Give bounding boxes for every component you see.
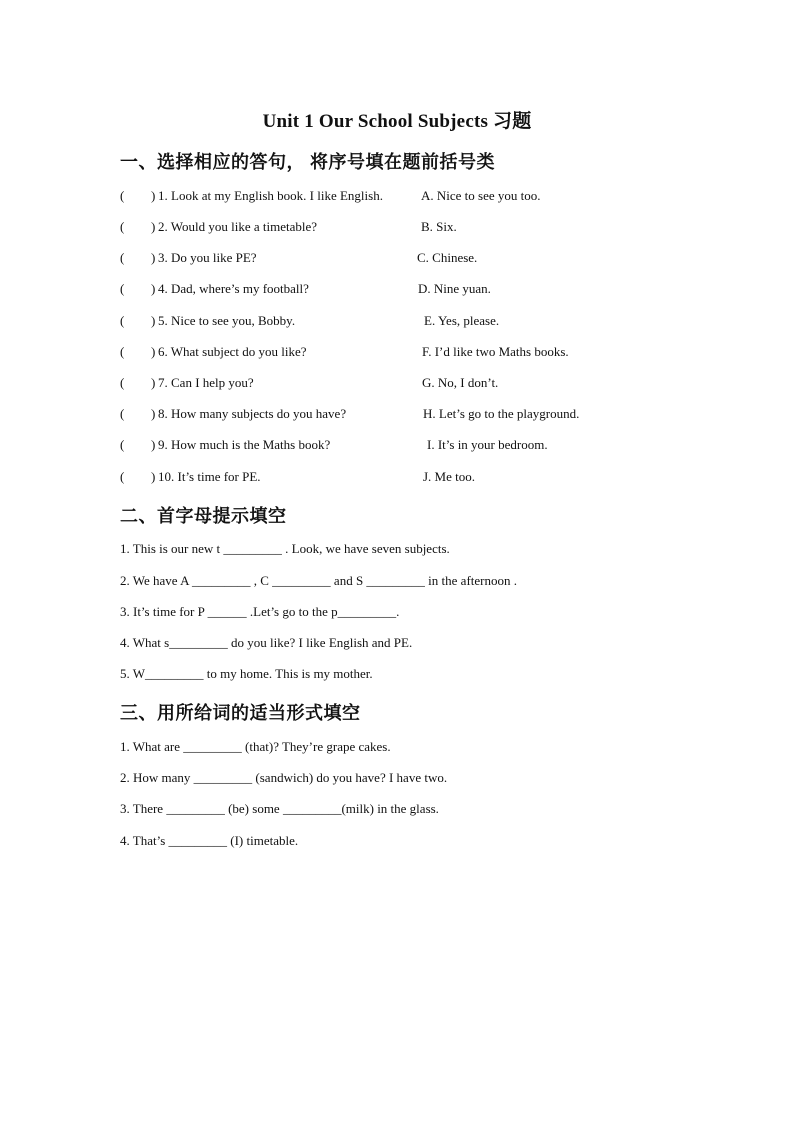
- answer-paren-close: ): [151, 219, 156, 234]
- answer-paren-open: (: [120, 281, 125, 296]
- answer-paren-open: (: [120, 344, 125, 359]
- answer-option: H. Let’s go to the playground.: [423, 406, 580, 421]
- answer-paren-open: (: [120, 375, 125, 390]
- answer-paren-close: ): [151, 250, 156, 265]
- section-1-heading: 一、选择相应的答句， 将序号填在题前括号类: [120, 152, 495, 172]
- answer-paren-open: (: [120, 219, 125, 234]
- fill-blank-item: 5. W_________ to my home. This is my mother.: [120, 666, 373, 681]
- question-text: 4. Dad, where’s my football?: [158, 281, 309, 296]
- fill-blank-item: 3. It’s time for P ______ .Let’s go to the p_________.: [120, 604, 400, 619]
- answer-option: I. It’s in your bedroom.: [427, 437, 548, 452]
- answer-paren-close: ): [151, 406, 156, 421]
- answer-paren-open: (: [120, 250, 125, 265]
- answer-paren-open: (: [120, 406, 125, 421]
- answer-paren-open: (: [120, 188, 125, 203]
- answer-option: A. Nice to see you too.: [421, 188, 541, 203]
- question-text: 6. What subject do you like?: [158, 344, 307, 359]
- fill-blank-item: 1. This is our new t _________ . Look, we have seven subjects.: [120, 541, 450, 556]
- answer-paren-close: ): [151, 281, 156, 296]
- answer-paren-close: ): [151, 344, 156, 359]
- word-form-item: 3. There _________ (be) some _________(milk) in the glass.: [120, 801, 439, 816]
- answer-paren-close: ): [151, 437, 156, 452]
- answer-option: C. Chinese.: [417, 250, 478, 265]
- answer-option: J. Me too.: [423, 469, 475, 484]
- section-3-heading: 三、用所给词的适当形式填空: [120, 703, 361, 723]
- fill-blank-item: 2. We have A _________ , C _________ and S _________ in the afternoon .: [120, 573, 517, 588]
- word-form-item: 4. That’s _________ (I) timetable.: [120, 833, 299, 848]
- section-2-heading: 二、首字母提示填空: [120, 506, 287, 526]
- question-text: 3. Do you like PE?: [158, 250, 257, 265]
- question-text: 5. Nice to see you, Bobby.: [158, 313, 296, 328]
- answer-paren-open: (: [120, 313, 125, 328]
- answer-paren-close: ): [151, 313, 156, 328]
- question-text: 8. How many subjects do you have?: [158, 406, 347, 421]
- answer-paren-close: ): [151, 375, 156, 390]
- answer-paren-open: (: [120, 437, 125, 452]
- fill-blank-item: 4. What s_________ do you like? I like English and PE.: [120, 635, 413, 650]
- question-text: 7. Can I help you?: [158, 375, 254, 390]
- question-text: 10. It’s time for PE.: [158, 469, 261, 484]
- question-text: 9. How much is the Maths book?: [158, 437, 331, 452]
- word-form-item: 1. What are _________ (that)? They’re grape cakes.: [120, 739, 391, 754]
- question-text: 1. Look at my English book. I like English.: [158, 188, 383, 203]
- question-text: 2. Would you like a timetable?: [158, 219, 318, 234]
- page-title: Unit 1 Our School Subjects 习题: [262, 111, 532, 132]
- answer-option: D. Nine yuan.: [418, 281, 491, 296]
- answer-paren-close: ): [151, 469, 156, 484]
- answer-paren-close: ): [151, 188, 156, 203]
- answer-paren-open: (: [120, 469, 125, 484]
- answer-option: F. I’d like two Maths books.: [422, 344, 569, 359]
- answer-option: G. No, I don’t.: [422, 375, 499, 390]
- answer-option: B. Six.: [421, 219, 457, 234]
- word-form-item: 2. How many _________ (sandwich) do you have? I have two.: [120, 770, 448, 785]
- answer-option: E. Yes, please.: [424, 313, 500, 328]
